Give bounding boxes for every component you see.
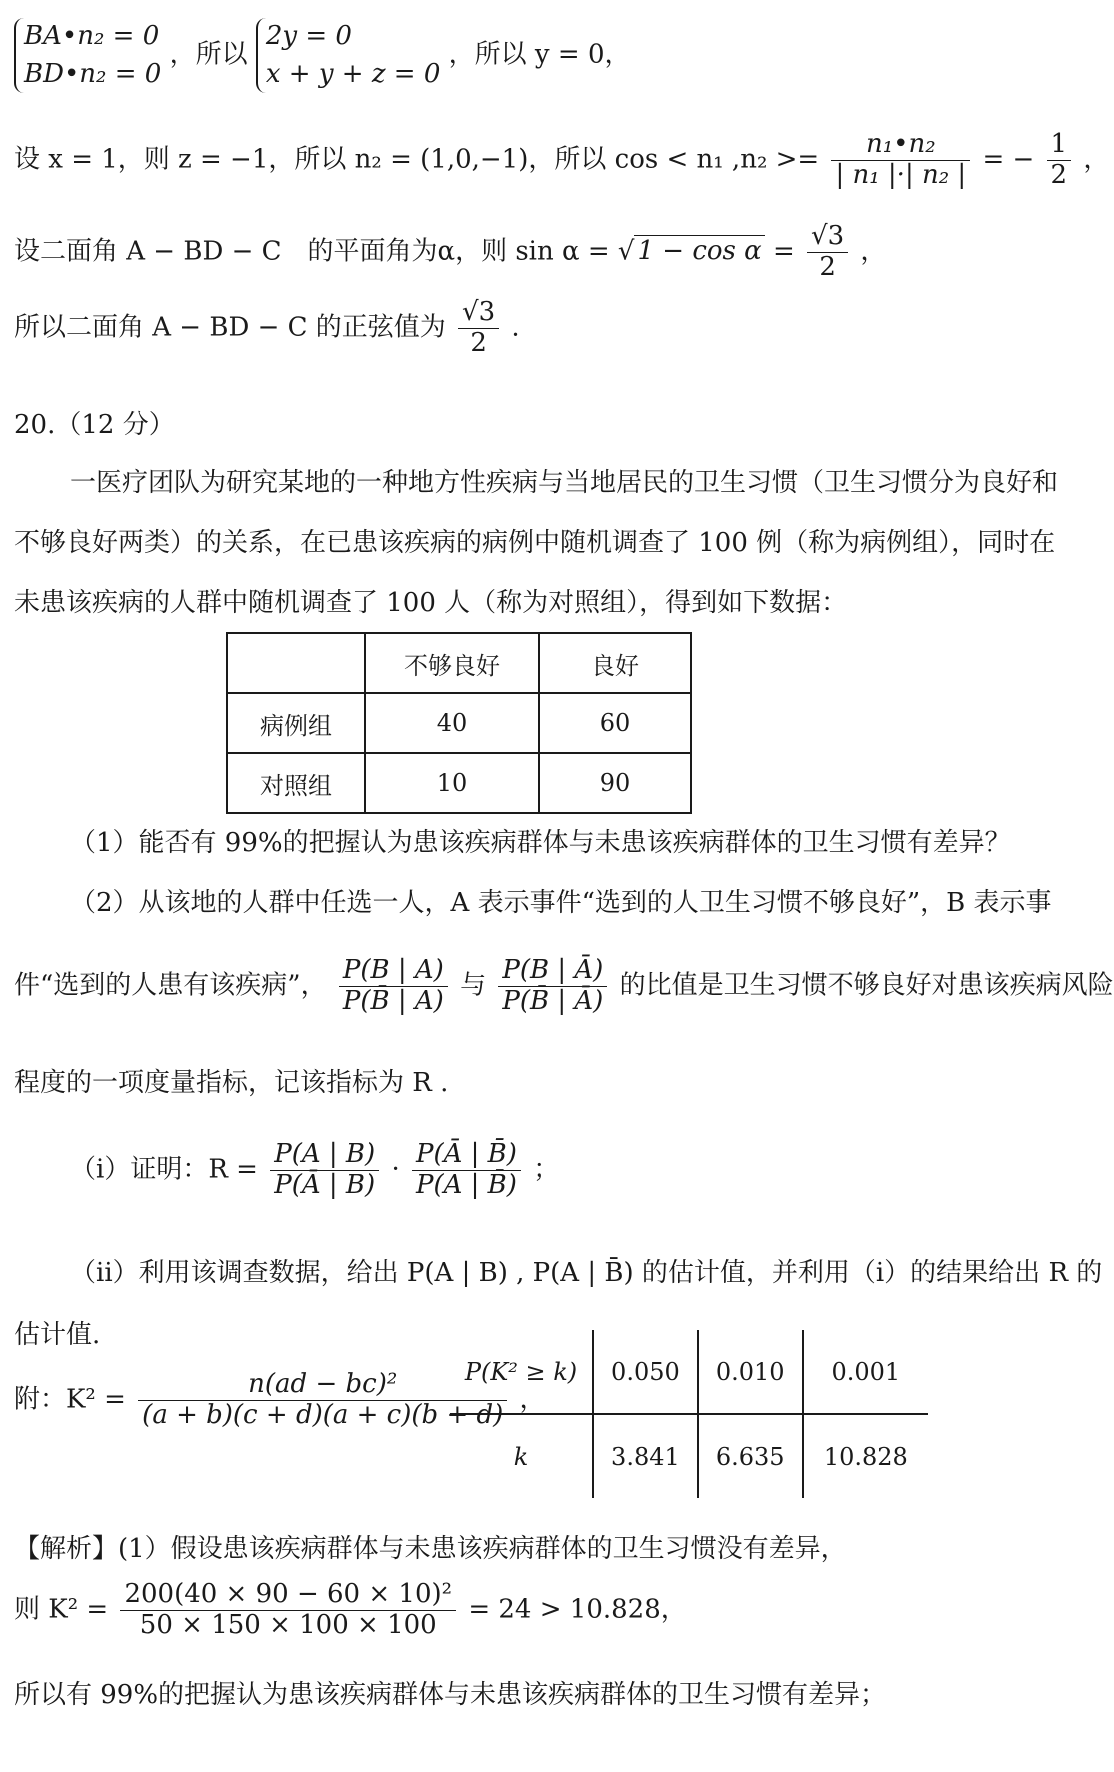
sqrt3-half-fraction: $\frac{√3}{2}$ <box>807 222 848 283</box>
eq-xyz: x + y + z = 0 <box>265 58 441 89</box>
indicator-line: 程度的一项度量指标，记该指标为 R . <box>14 1068 449 1098</box>
header-not-good: 不够良好 <box>365 633 539 693</box>
half-fraction: $\frac{1}{2}$ <box>1047 130 1072 191</box>
cos-line: 设 x = 1，则 z = −1，所以 n₂ = (1,0,−1)，所以 cos < n₁ ,n₂ >= $\frac{\text{n₁•n₂}}{\text{| n₁ |·| n₂ |}}$ = − $\frac{1}{2}$ ， <box>14 129 1110 190</box>
formula-attachment: 附：K² = $\frac{\text{n(ad − bc)²}}{(a + b)(c + d)(a + c)(b + d)}$ ， <box>14 1369 546 1430</box>
header-good: 良好 <box>539 633 691 693</box>
equation-system-1 <box>14 18 161 93</box>
solution-line-1: 【解析】(1）假设患该疾病群体与未患该疾病群体的卫生习惯没有差异， <box>14 1534 847 1564</box>
ratio-definition-line: 件“选到的人患有该疾病”， $\frac{P(B | A)}{P(B̄ | A)}$ 与 $\frac{P(B | Ā)}{P(B̄ | Ā)}$ 的比值是卫生习惯不够良好对患该疾病风险 <box>14 955 1114 1016</box>
proof-fraction-1: $\frac{P(A | B)}{P(Ā | B)}$ <box>270 1140 379 1201</box>
critical-value-table <box>450 1330 928 1498</box>
problem-paragraph-3: 未患该疾病的人群中随机调查了 100 人（称为对照组），得到如下数据： <box>14 588 848 618</box>
row-label: 对照组 <box>227 753 365 813</box>
sqrt-expression: 1 − cos α <box>634 235 764 267</box>
solution-line-2: 则 K² = $\frac{\text{200(40 × 90 − 60 × 10)²}}{50 \times 150 \times 100 \times 100}$ = 24 > 10.828， <box>14 1579 687 1640</box>
sin-line: 设二面角 A − BD − C 的平面角为α，则 sin α = √ 1 − cos α = $\frac{√3}{2}$ ， <box>14 221 887 282</box>
ratio-fraction-1: $\frac{P(B | A)}{P(B̄ | A)}$ <box>339 956 448 1017</box>
text-so: ，所以 <box>169 39 248 70</box>
problem-paragraph-1: 一医疗团队为研究某地的一种地方性疾病与当地居民的卫生习惯（卫生习惯分为良好和 <box>70 468 1059 498</box>
estimate-line: 估计值. <box>14 1320 101 1350</box>
table-header-row <box>227 633 691 693</box>
row-label: 病例组 <box>227 693 365 753</box>
table-row: 对照组 10 90 <box>227 753 691 813</box>
question-title: 20.（12 分） <box>14 410 175 440</box>
table-row: 病例组 40 60 <box>227 693 691 753</box>
sub-question-2: （2）从该地的人群中任选一人，A 表示事件“选到的人卫生习惯不够良好”，B 表示事 <box>70 888 1052 918</box>
table-row: P(K² ≥ k) 0.050 0.010 0.001 <box>450 1330 928 1414</box>
eq-2y: 2y = 0 <box>265 21 352 51</box>
proof-fraction-2: $\frac{P(Ā | B̄)}{P(A | B̄)}$ <box>412 1140 521 1201</box>
sub-question-ii: （ii）利用该调查数据，给出 P(A | B) , P(A | B̄) 的估计值，并利用（i）的结果给出 R 的 <box>70 1258 1103 1288</box>
text-y-zero: ，所以 y = 0， <box>448 39 631 70</box>
table-row: k 3.841 6.635 10.828 <box>450 1414 928 1498</box>
vector-system-line <box>14 18 630 93</box>
sine-value-line: 所以二面角 A − BD − C 的正弦值为 $\frac{√3}{2}$ . <box>14 297 520 358</box>
k-square-calculation: $\frac{\text{200(40 × 90 − 60 × 10)²}}{50 \times 150 \times 100 \times 100}$ <box>120 1580 456 1641</box>
eq-bd-n2: BD•n₂ = 0 <box>24 58 162 89</box>
solution-line-3: 所以有 99%的把握认为患该疾病群体与未患该疾病群体的卫生习惯有差异； <box>14 1680 887 1710</box>
cos-fraction: $\frac{\text{n₁•n₂}}{\text{| n₁ |·| n₂ |}}$ <box>831 130 970 191</box>
sub-question-1: （1）能否有 99%的把握认为患该疾病群体与未患该疾病群体的卫生习惯有差异？ <box>70 828 1011 858</box>
text-set-x: 设 x = 1，则 z = −1，所以 n₂ = (1,0,−1)，所以 cos < n₁ ,n₂ >= <box>14 144 820 175</box>
eq-ba-n2: BA•n₂ = 0 <box>24 21 160 51</box>
equation-system-2 <box>256 18 441 93</box>
text-sine-value: 所以二面角 A − BD − C 的正弦值为 <box>14 312 446 343</box>
proof-line: （i）证明：R = $\frac{P(A | B)}{P(Ā | B)}$ · $\frac{P(Ā | B̄)}{P(A | B̄)}$ ； <box>70 1139 560 1200</box>
problem-paragraph-2: 不够良好两类）的关系，在已患该疾病的病例中随机调查了 100 例（称为病例组），同时在 <box>14 528 1056 558</box>
ratio-fraction-2: $\frac{P(B | Ā)}{P(B̄ | Ā)}$ <box>498 956 607 1017</box>
sine-fraction: $\frac{√3}{2}$ <box>458 298 499 359</box>
text-dihedral: 设二面角 A − BD − C 的平面角为α，则 sin α = <box>14 236 610 267</box>
k-square-formula: $\frac{\text{n(ad − bc)²}}{(a + b)(c + d)(a + c)(b + d)}$ <box>138 1370 507 1431</box>
survey-table <box>226 632 692 814</box>
